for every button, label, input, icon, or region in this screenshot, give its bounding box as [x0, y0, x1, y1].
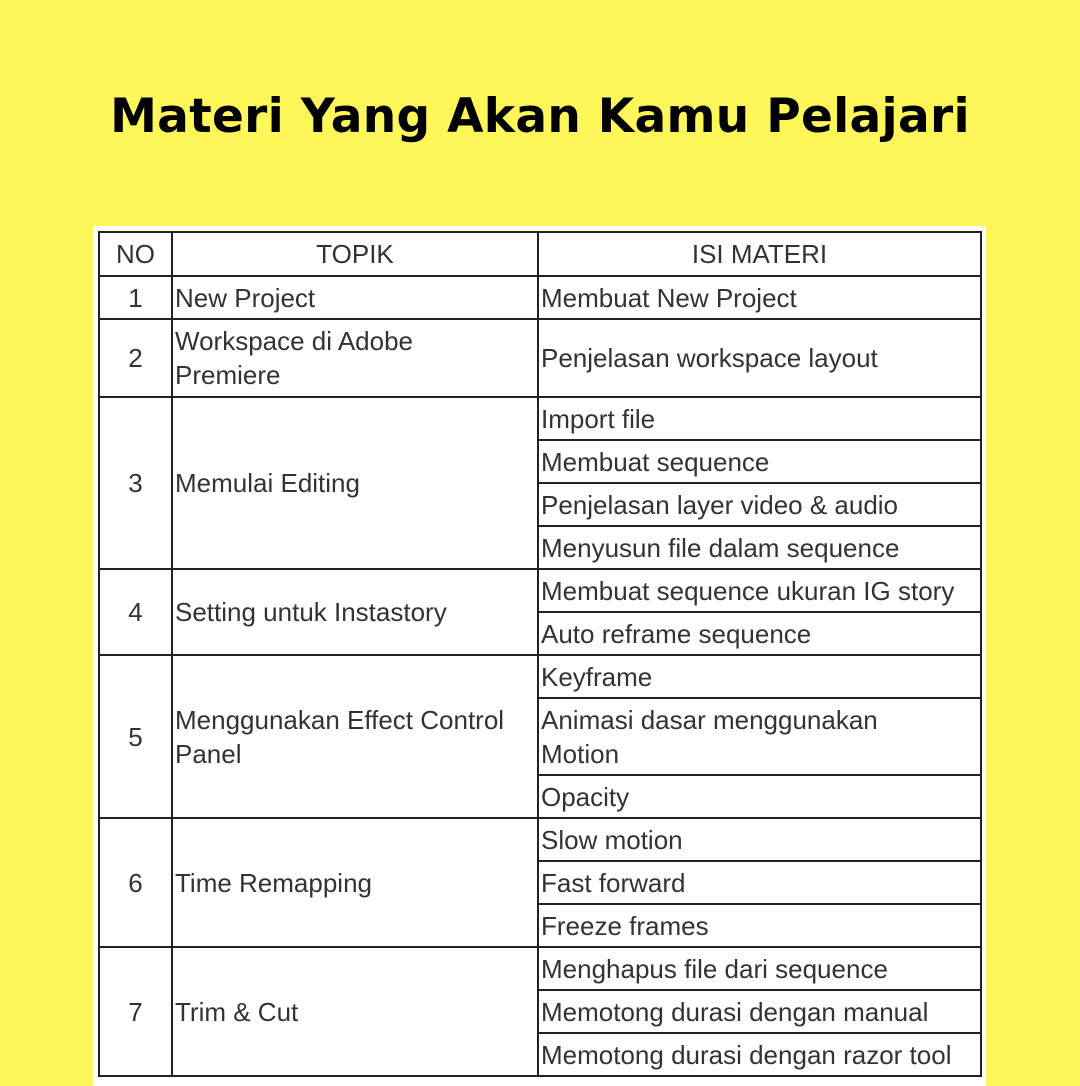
- row-content-item: Penjelasan workspace layout: [538, 319, 981, 397]
- row-topic: Menggunakan Effect Control Panel: [172, 655, 538, 818]
- row-content-item: Slow motion: [538, 818, 981, 861]
- row-topic: Time Remapping: [172, 818, 538, 947]
- row-content-item: Auto reframe sequence: [538, 612, 981, 655]
- row-content-item: Freeze frames: [538, 904, 981, 947]
- row-content-item: Penjelasan layer video & audio: [538, 483, 981, 526]
- row-number: 4: [99, 569, 172, 655]
- row-content-item: Animasi dasar menggunakan Motion: [538, 698, 981, 775]
- table-row: [99, 397, 981, 440]
- row-content-item: Import file: [538, 397, 981, 440]
- row-number: 7: [99, 947, 172, 1076]
- table-row: [99, 947, 981, 990]
- row-topic: Trim & Cut: [172, 947, 538, 1076]
- row-number: 5: [99, 655, 172, 818]
- table-row: [99, 655, 981, 698]
- table-panel: [93, 226, 986, 1086]
- row-number: 1: [99, 276, 172, 319]
- row-content-item: Membuat sequence: [538, 440, 981, 483]
- row-content-item: Fast forward: [538, 861, 981, 904]
- row-number: 2: [99, 319, 172, 397]
- row-number: 6: [99, 818, 172, 947]
- page-title: Materi Yang Akan Kamu Pelajari: [110, 89, 970, 145]
- header-content: ISI MATERI: [538, 232, 981, 276]
- table-header-row: [99, 232, 981, 276]
- row-content-item: Menghapus file dari sequence: [538, 947, 981, 990]
- header-no: NO: [99, 232, 172, 276]
- row-content-item: Memotong durasi dengan razor tool: [538, 1033, 981, 1076]
- row-content-item: Keyframe: [538, 655, 981, 698]
- row-number: 3: [99, 397, 172, 569]
- table-row: [99, 569, 981, 612]
- row-topic: Memulai Editing: [172, 397, 538, 569]
- row-content-item: Opacity: [538, 775, 981, 818]
- header-topic: TOPIK: [172, 232, 538, 276]
- row-topic: Setting untuk Instastory: [172, 569, 538, 655]
- table-row: [99, 276, 981, 319]
- row-topic: Workspace di Adobe Premiere: [172, 319, 538, 397]
- materi-table: [98, 231, 982, 1077]
- row-content-item: Membuat sequence ukuran IG story: [538, 569, 981, 612]
- table-row: [99, 319, 981, 397]
- row-content-item: Memotong durasi dengan manual: [538, 990, 981, 1033]
- row-content-item: Membuat New Project: [538, 276, 981, 319]
- table-row: [99, 818, 981, 861]
- row-topic: New Project: [172, 276, 538, 319]
- row-content-item: Menyusun file dalam sequence: [538, 526, 981, 569]
